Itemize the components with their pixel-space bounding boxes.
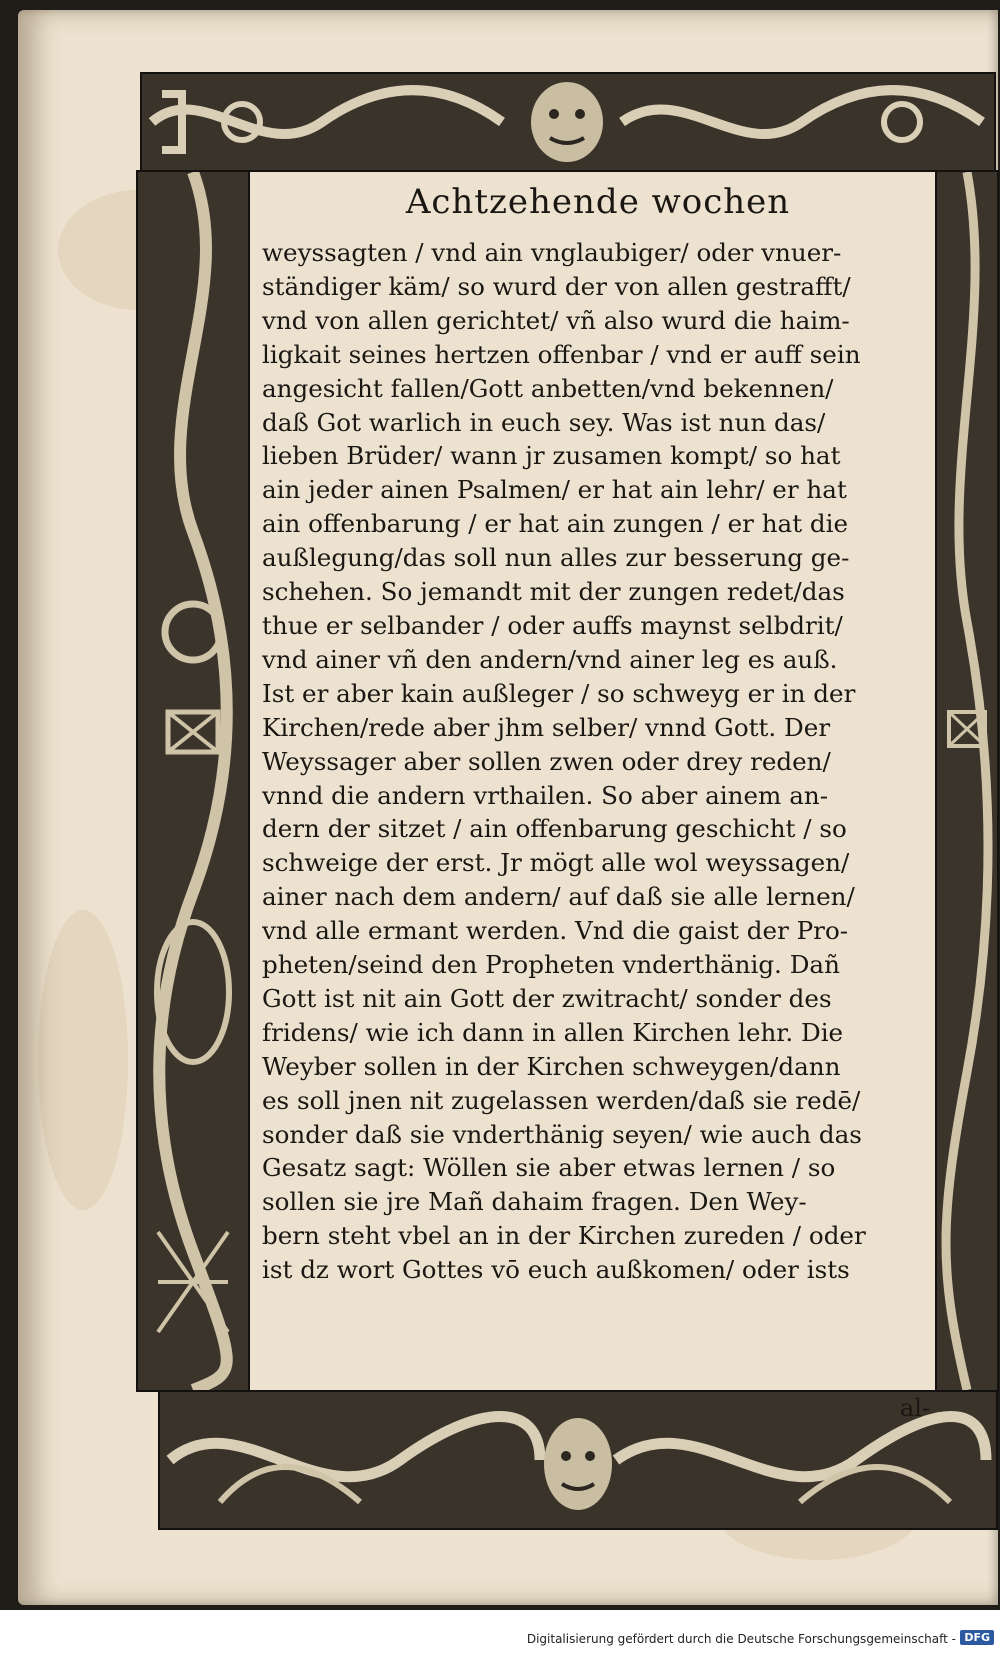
woodcut-border-bottom [158,1390,998,1530]
dfg-logo: DFG [960,1630,994,1645]
text-line: ainer nach dem andern/ auf daß sie alle lernen/ [262,882,855,912]
paper-stain [38,910,128,1210]
text-line: weyssagten / vnd ain vnglaubiger/ oder vnuer- [262,238,842,267]
text-line: ain offenbarung / er hat ain zungen / er hat die [262,509,849,539]
text-block [262,176,934,1422]
text-line: ist dz wort Gottes vō euch außkomen/ oder ists [262,1255,850,1285]
text-line: es soll jnen nit zugelassen werden/daß sie redē/ [262,1085,861,1115]
text-line: vnnd die andern vrthailen. So aber ainem an- [262,780,829,810]
text-line: lieben Brüder/ wann jr zusamen kompt/ so hat [262,441,841,471]
text-line: fridens/ wie ich dann in allen Kirchen lehr. Die [262,1017,844,1047]
text-line: schweige der erst. Jr mögt alle wol weyssagen/ [262,848,850,878]
text-line: außlegung/das soll nun alles zur besserung ge- [262,543,850,573]
text-line: Weyber sollen in der Kirchen schweygen/dann [262,1051,841,1081]
footer-credit: Digitalisierung gefördert durch die Deutsche Forschungsgemeinschaft - [526,1632,956,1646]
text-line: dern der sitzet / ain offenbarung geschicht / so [262,814,847,844]
text-line: Kirchen/rede aber jhm selber/ vnnd Gott. Der [262,712,831,742]
text-line: sonder daß sie vnderthänig seyen/ wie auch das [262,1119,862,1149]
woodcut-border-top [140,72,996,172]
text-line: ain jeder ainen Psalmen/ er hat ain lehr/ er hat [262,475,847,505]
digitization-footer [0,1610,1000,1655]
text-line: sollen sie jre Mañ dahaim fragen. Den Wey- [262,1187,807,1217]
text-line: vnd alle ermant werden. Vnd die gaist der Pro- [262,916,849,946]
text-line: angesicht fallen/Gott anbetten/vnd bekennen/ [262,373,834,403]
text-line: pheten/seind den Propheten vnderthänig. Dañ [262,950,840,980]
text-line: ligkait seines hertzen offenbar / vnd er auff sein [262,339,861,369]
woodcut-border-left [136,170,250,1392]
text-line: Weyssager aber sollen zwen oder drey reden/ [262,746,831,776]
catchword: al- [899,1394,930,1422]
text-line: thue er selbander / oder auffs maynst selbdrit/ [262,610,843,640]
text-line: daß Got warlich in euch sey. Was ist nun das/ [262,407,826,437]
text-line: Ist er aber kain außleger / so schweyg er in der [262,678,856,708]
text-line: Gott ist nit ain Gott der zwitracht/ sonder des [262,983,832,1013]
text-line: bern steht vbel an in der Kirchen zureden / oder [262,1221,866,1251]
text-line: ständiger käm/ so wurd der von allen gestrafft/ [262,271,851,301]
text-lines [262,236,934,1287]
text-line: vnd von allen gerichtet/ vñ also wurd die haim- [262,305,850,335]
text-line: vnd ainer vñ den andern/vnd ainer leg es auß. [262,644,838,674]
text-line: schehen. So jemandt mit der zungen redet/das [262,577,845,607]
woodcut-border-right [935,170,999,1392]
text-line: Gesatz sagt: Wöllen sie aber etwas lernen / so [262,1153,836,1183]
page-heading: Achtzehende wochen [405,182,791,222]
